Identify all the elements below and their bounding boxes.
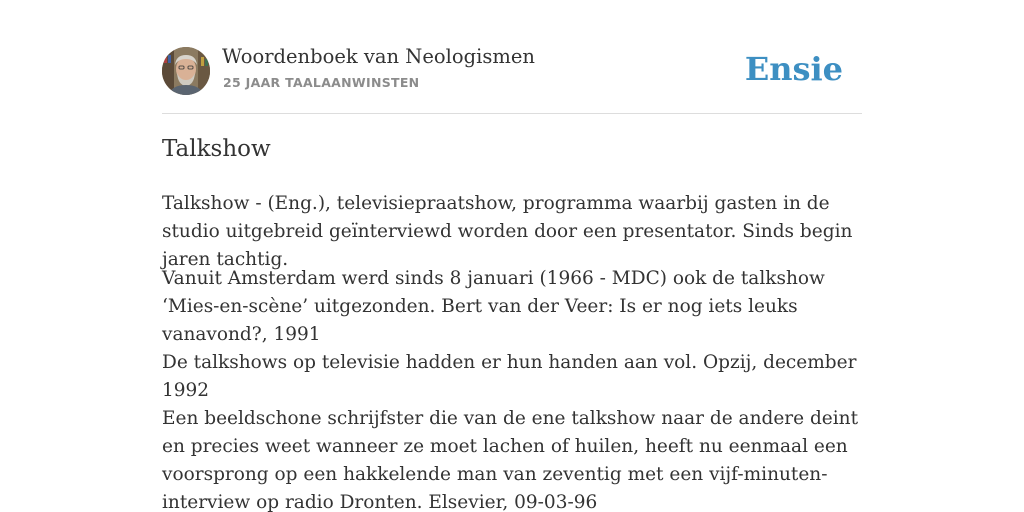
- site-title[interactable]: Woordenboek van Neologismen: [222, 45, 535, 68]
- entry-title: Talkshow: [162, 136, 271, 162]
- quote-paragraph: Een beeldschone schrijfster die van de ene talkshow naar de andere deint en precies weet wanneer ze moet lachen of huilen, heeft nu eenmaal een voorsprong op een hakkelende man van zeventig met een vijf-minuten-interview op radio Dronten. Elsevier, 09-03-96: [162, 408, 859, 512]
- quote-paragraph: Vanuit Amsterdam werd sinds 8 januari (1966 - MDC) ook de talkshow ‘Mies-en-scène’ uitgezonden. Bert van der Veer: Is er nog iets leuks vanavond?, 1991: [162, 268, 825, 345]
- quote-paragraph: De talkshows op televisie hadden er hun handen aan vol. Opzij, december 1992: [162, 352, 857, 401]
- ensie-logo-link[interactable]: Ensie: [744, 50, 843, 88]
- author-portrait-icon: [162, 47, 210, 95]
- content-column: [162, 0, 862, 512]
- site-subtitle: 25 JAAR TAALAANWINSTEN: [223, 75, 420, 90]
- header: [162, 0, 862, 114]
- avatar[interactable]: [162, 47, 210, 95]
- entry-definition: Talkshow - (Eng.), televisiepraatshow, programma waarbij gasten in de studio uitgebreid geïnterviewd worden door een presentator. Sinds begin jaren tachtig.: [162, 193, 853, 270]
